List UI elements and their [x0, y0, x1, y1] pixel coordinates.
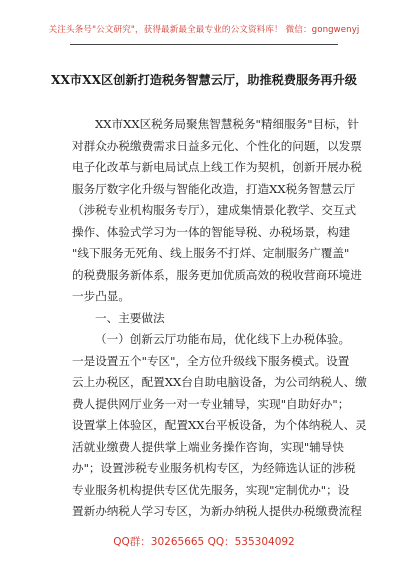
paragraph-line: 云上办税区，配置XX台自助电脑设备，为公司纳税人、缴: [72, 375, 367, 389]
footer-contact-text: QQ群：30265665 QQ：535304092: [113, 536, 295, 548]
paragraph-line: 费人提供网厅业务一对一专业辅导，实现"自助好办"；: [72, 396, 350, 411]
paragraph-line: 置新办纳税人学习专区，为新办纳税人提供办税缴费流程: [72, 504, 362, 518]
paragraph-line: 一是设置五个"专区"，全方位升级线下服务模式。设置: [72, 353, 350, 368]
paragraph-line: 设置掌上体验区，配置XX台平板设备，为个体纳税人、灵: [72, 418, 367, 432]
paragraph-line: 电子化改革与新电局试点上线工作为契机，创新开展办税: [72, 160, 362, 174]
paragraph-line: 活就业缴费人提供掌上端业务操作咨询，实现"辅导快: [72, 439, 344, 454]
paragraph-line: 办"；设置涉税专业服务机构专区，为经筛选认证的涉税: [72, 461, 356, 475]
document-title: XX市XX区创新打造税务智慧云厅，助推税费服务再升级: [51, 73, 357, 87]
subsection-heading: （一）创新云厅功能布局，优化线下上办税体验。: [95, 332, 351, 346]
paragraph-line: 操作、体验式学习为一体的智能导税、办税场景，构建: [72, 224, 351, 239]
paragraph-line: 专业服务机构提供专区优先服务，实现"定制优办"；设: [72, 482, 350, 497]
header-ad-text: 关注头条号"公文研究"，获得最新最全最专业的公文资料库！ 微信：gongwenyj: [48, 25, 360, 35]
section-heading: 一、主要做法: [95, 310, 165, 325]
paragraph-line: 的税费服务新体系，服务更加优质高效的税收营商环境进: [72, 267, 362, 282]
paragraph-line: （涉税专业机构服务专厅），建成集情景化教学、交互式: [72, 203, 357, 217]
paragraph-line: XX市XX区税务局聚焦智慧税务"精细服务"目标，针: [95, 117, 359, 131]
header-divider: [70, 44, 338, 45]
paragraph-line: "线下服务无死角、线上服务不打烊、定制服务广覆盖": [72, 246, 350, 260]
paragraph-line: 一步凸显。: [72, 289, 130, 303]
paragraph-line: 服务厅数字化升级与智能化改造，打造XX税务智慧云厅: [72, 181, 356, 196]
document-body: [72, 114, 367, 523]
paragraph-line: 对群众办税缴费需求日益多元化、个性化的问题，以发票: [72, 138, 362, 153]
